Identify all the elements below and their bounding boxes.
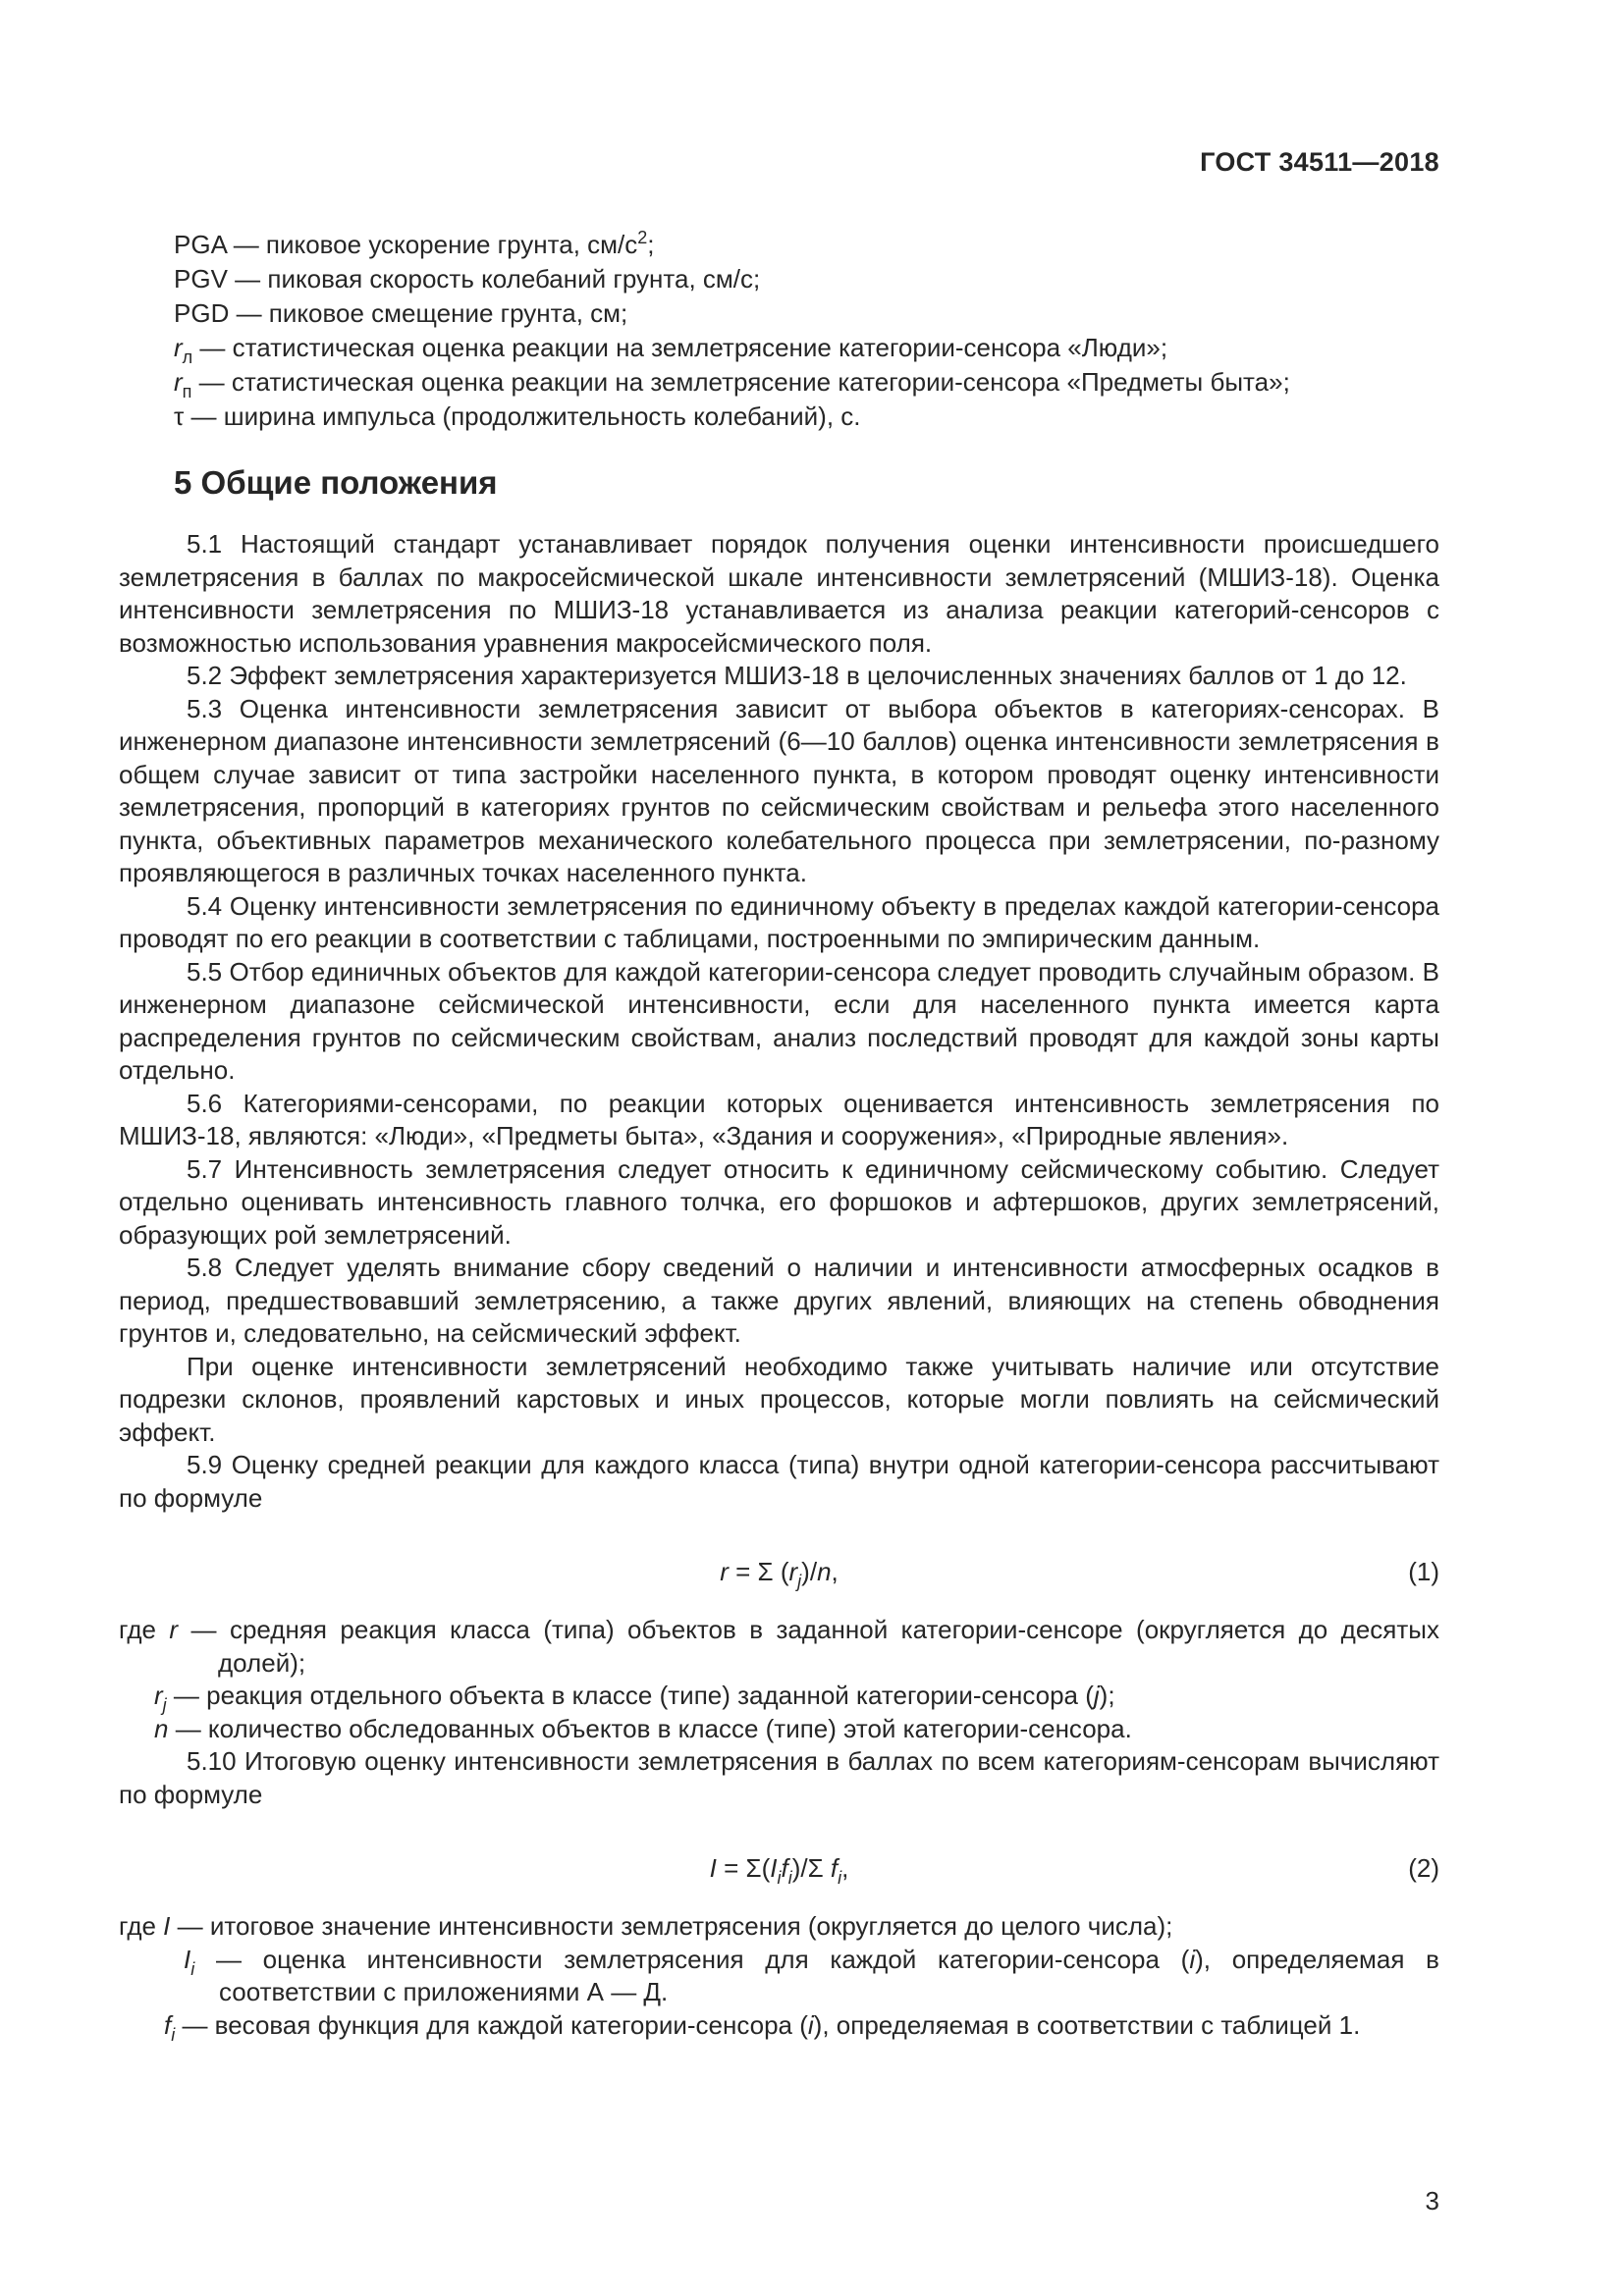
definition-pga: PGA — пиковое ускорение грунта, $см/с^2$; [174, 228, 655, 259]
where-2-row-I: где I — итоговое значение интенсивности землетрясения (округляется до целого числа); [119, 1911, 1173, 1941]
page-content [119, 228, 1439, 2045]
paragraph-5-10: 5.10 Итоговую оценку интенсивности землетрясения в баллах по всем категориям-сенсорам вычисляют по формуле [119, 1746, 1439, 1809]
formula-1-number: (1) [1408, 1557, 1439, 1586]
formula-2-expression: $I = \Sigma(I_if_i)/\Sigma$ $f_i$, [709, 1853, 849, 1888]
formula-2 [119, 1851, 1439, 1888]
where-1-row-r: где r — средняя реакция класса (типа) объектов в заданной категории-сенсоре (округляется до десятых долей); [119, 1615, 1439, 1678]
paragraph-5-5: 5.5 Отбор единичных объектов для каждой категории-сенсора следует проводить случайным образом. В инженерном диапазоне сейсмической интенсивности, если для населенного пункта имеется карта распределения грунтов по сейсмическим свойствам, анализ последствий проводят для каждой зоны карты отдельно. [119, 956, 1439, 1085]
formula-2-number: (2) [1408, 1853, 1439, 1883]
definition-pgd: PGD — пиковое смещение грунта, см; [174, 298, 628, 328]
paragraph-5-2: 5.2 Эффект землетрясения характеризуется МШИЗ-18 в целочисленных значениях баллов от 1 до 12. [187, 661, 1407, 690]
where-2-row-Ii: $I_i$ — оценка интенсивности землетрясения для каждой категории-сенсора (i), определяемая в соответствии с приложениями А — Д. [184, 1944, 1439, 2006]
paragraph-5-7: 5.7 Интенсивность землетрясения следует относить к единичному сейсмическому событию. Следует отдельно оценивать интенсивность главного толчка, его форшоков и афтершоков, других землетрясений, образующих рой землетрясений. [119, 1153, 1439, 1250]
paragraph-5-9: 5.9 Оценку средней реакции для каждого класса (типа) внутри одной категории-сенсора рассчитывают по формуле [119, 1450, 1439, 1513]
definitions-list [174, 228, 1439, 434]
definition-tau: τ — ширина импульса (продолжительность колебаний), с. [174, 401, 861, 431]
section-title: 5 Общие положения [174, 464, 498, 501]
paragraph-5-4: 5.4 Оценку интенсивности землетрясения по единичному объекту в пределах каждой категории-сенсора проводят по его реакции в соответствии с таблицами, построенными по эмпирическим данным. [119, 890, 1439, 953]
definition-r-objects: $r_п$ — статистическая оценка реакции на землетрясение категории-сенсора «Предметы быта»; [174, 367, 1290, 401]
paragraph-5-6: 5.6 Категориями-сенсорами, по реакции которых оценивается интенсивность землетрясения по МШИЗ-18, являются: «Люди», «Предметы быта», «Здания и сооружения», «Природные явления». [119, 1088, 1439, 1150]
where-block-1 [119, 1614, 1439, 1745]
page-number: 3 [1425, 2186, 1439, 2216]
paragraph-5-3: 5.3 Оценка интенсивности землетрясения зависит от выбора объектов в категориях-сенсорах. В инженерном диапазоне интенсивности землетрясений (6—10 баллов) оценка интенсивности землетрясения в общем случае зависит от типа застройки населенного пункта, в котором проводят оценку интенсивности землетрясения, пропорций в категориях грунтов по сейсмическим свойствам и рельефа этого населенного пункта, объективных параметров механического колебательного процесса при землетрясении, по-разному проявляющегося в различных точках населенного пункта. [119, 693, 1439, 887]
paragraph-5-8-continued: При оценке интенсивности землетрясений необходимо также учитывать наличие или отсутствие подрезки склонов, проявлений карстовых и иных процессов, которые могли повлиять на сейсмический эффект. [119, 1351, 1439, 1447]
definition-r-people: $r_л$ — статистическая оценка реакции на землетрясение категории-сенсора «Люди»; [174, 333, 1168, 367]
where-1-row-rj: $r_j$ — реакция отдельного объекта в классе (типе) заданной категории-сенсора (j); [154, 1681, 1115, 1715]
definition-pgv: PGV — пиковая скорость колебаний грунта, см/с; [174, 264, 761, 294]
paragraph-5-1: 5.1 Настоящий стандарт устанавливает порядок получения оценки интенсивности происшедшего землетрясения в баллах по макросейсмической шкале интенсивности землетрясений (МШИЗ-18). Оценка интенсивности землетрясения по МШИЗ-18 устанавливается из анализа реакции категорий-сенсоров с возможностью использования уравнения макросейсмического поля. [119, 529, 1439, 658]
standard-header: ГОСТ 34511—2018 [1200, 147, 1439, 177]
formula-1 [119, 1555, 1439, 1591]
formula-1-expression: r = Σ $(r_j)/n$, [720, 1557, 839, 1591]
where-2-row-fi: $f_i$ — весовая функция для каждой категории-сенсора (i), определяемая в соответствии с таблицей 1. [164, 2009, 1361, 2045]
where-1-row-n: n — количество обследованных объектов в классе (типе) этой категории-сенсора. [154, 1713, 1132, 1743]
paragraph-5-8: 5.8 Следует уделять внимание сбору сведений о наличии и интенсивности атмосферных осадков в период, предшествовавший землетрясению, а также других явлений, влияющих на степень обводнения грунтов и, следовательно, на сейсмический эффект. [119, 1253, 1439, 1348]
where-block-2 [119, 1910, 1439, 2045]
